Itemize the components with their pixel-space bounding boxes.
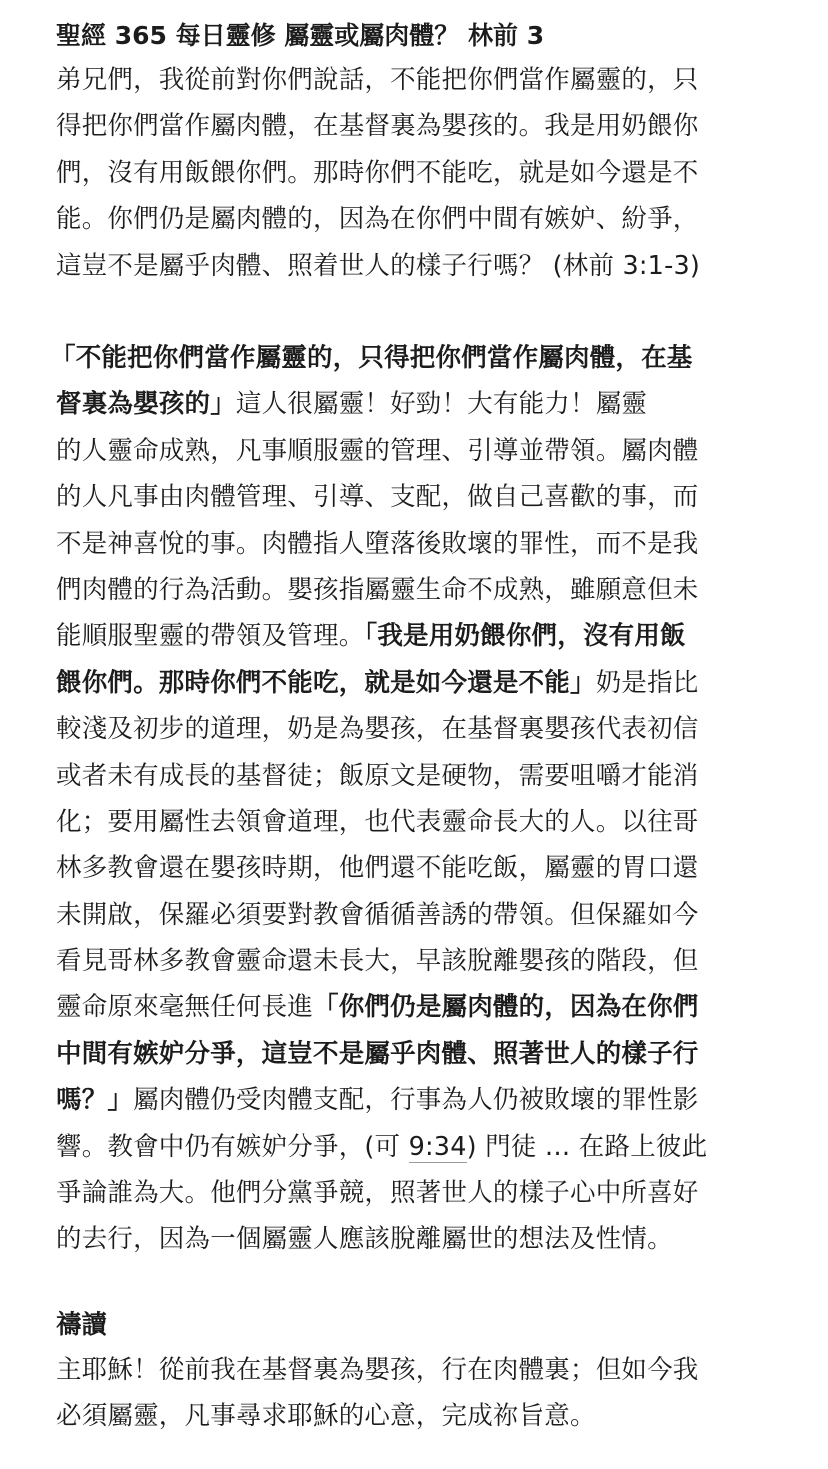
commentary-line: 的去行，因為一個屬靈人應該脫離屬世的想法及性情。 xyxy=(56,1224,673,1255)
commentary-line: 們肉體的行為活動。嬰孩指屬靈生命不成熟，雖願意但未 xyxy=(56,574,699,605)
commentary-line xyxy=(56,613,776,659)
commentary-line: 較淺及初步的道理，奶是為嬰孩，在基督裏嬰孩代表初信 xyxy=(56,714,699,745)
scripture-line: 們，沒有用飯餵你們。那時你們不能吃，就是如今還是不 xyxy=(56,157,699,188)
quoted-text: 「我是用奶餵你們，沒有用飯 xyxy=(364,621,686,652)
prayer-line: 必須屬靈，凡事尋求耶穌的心意，完成祢旨意。 xyxy=(56,1401,596,1432)
scripture-reference-link[interactable]: 9:34 xyxy=(408,1131,467,1162)
commentary-text: 這人很屬靈！好勁！大有能力！屬靈 xyxy=(235,389,648,420)
commentary-line: 的人靈命成熟，凡事順服靈的管理、引導並帶領。屬肉體 xyxy=(56,435,699,466)
commentary-line xyxy=(56,1077,776,1123)
scripture-line: 弟兄們，我從前對你們說話，不能把你們當作屬靈的，只 xyxy=(56,65,699,95)
commentary-section xyxy=(50,335,776,1263)
commentary-line: 的人凡事由肉體管理、引導、支配，做自己喜歡的事，而 xyxy=(56,482,699,513)
prayer-line: 主耶穌！從前我在基督裏為嬰孩，行在肉體裏；但如今我 xyxy=(56,1355,699,1385)
commentary-line: 或者未有成長的基督徒；飯原文是硬物，需要咀嚼才能消 xyxy=(56,760,699,791)
commentary-line: 林多教會還在嬰孩時期，他們還不能吃飯，屬靈的胃口還 xyxy=(56,853,699,884)
scripture-line: 能。你們仍是屬肉體的，因為在你們中間有嫉妒、紛爭， xyxy=(56,204,699,235)
commentary-text: ) 門徒 … 在路上彼此 xyxy=(466,1131,708,1162)
quoted-text: 嗎？」 xyxy=(56,1085,134,1116)
prayer-heading: 禱讀 xyxy=(56,1310,108,1340)
commentary-line: 不是神喜悅的事。肉體指人墮落後敗壞的罪性，而不是我 xyxy=(56,528,699,559)
commentary-line: 中間有嫉妒分爭，這豈不是屬乎肉體、照著世人的樣子行 xyxy=(56,1038,699,1069)
prayer-section xyxy=(56,1347,776,1440)
commentary-text: 屬肉體仍受肉體支配，行事為人仍被敗壞的罪性影 xyxy=(133,1085,699,1116)
commentary-text: 靈命原來毫無任何長進 xyxy=(56,992,314,1023)
quoted-text: 「你們仍是屬肉體的，因為在你們 xyxy=(313,992,699,1023)
commentary-line: 化；要用屬性去領會道理，也代表靈命長大的人。以往哥 xyxy=(56,806,699,837)
commentary-line: 「不能把你們當作屬靈的，只得把你們當作屬肉體，在基 xyxy=(50,343,693,373)
commentary-text: 能順服聖靈的帶領及管理。 xyxy=(56,621,365,652)
quoted-text: 餵你們。那時你們不能吃，就是如今還是不能」 xyxy=(56,667,596,698)
scripture-line: 這豈不是屬乎肉體、照着世人的樣子行嗎？ (林前 3:1-3) xyxy=(56,250,701,281)
quoted-text: 督裏為嬰孩的」 xyxy=(56,389,236,420)
commentary-line xyxy=(56,1124,776,1170)
commentary-text: 奶是指比 xyxy=(595,667,699,698)
page-title: 聖經 365 每日靈修 屬靈或屬肉體？ 林前 3 xyxy=(56,21,545,50)
scripture-line: 得把你們當作屬肉體，在基督裏為嬰孩的。我是用奶餵你 xyxy=(56,111,699,142)
commentary-line xyxy=(56,984,776,1030)
commentary-line: 未開啟，保羅必須要對教會循循善誘的帶領。但保羅如今 xyxy=(56,899,699,930)
commentary-line xyxy=(56,381,776,427)
commentary-text: 響。教會中仍有嫉妒分爭，(可 xyxy=(56,1131,409,1162)
commentary-line: 爭論誰為大。他們分黨爭競，照著世人的樣子心中所喜好 xyxy=(56,1178,699,1209)
scripture-passage xyxy=(56,57,776,289)
commentary-line xyxy=(56,660,776,706)
commentary-line: 看見哥林多教會靈命還未長大，早該脫離嬰孩的階段，但 xyxy=(56,946,699,977)
